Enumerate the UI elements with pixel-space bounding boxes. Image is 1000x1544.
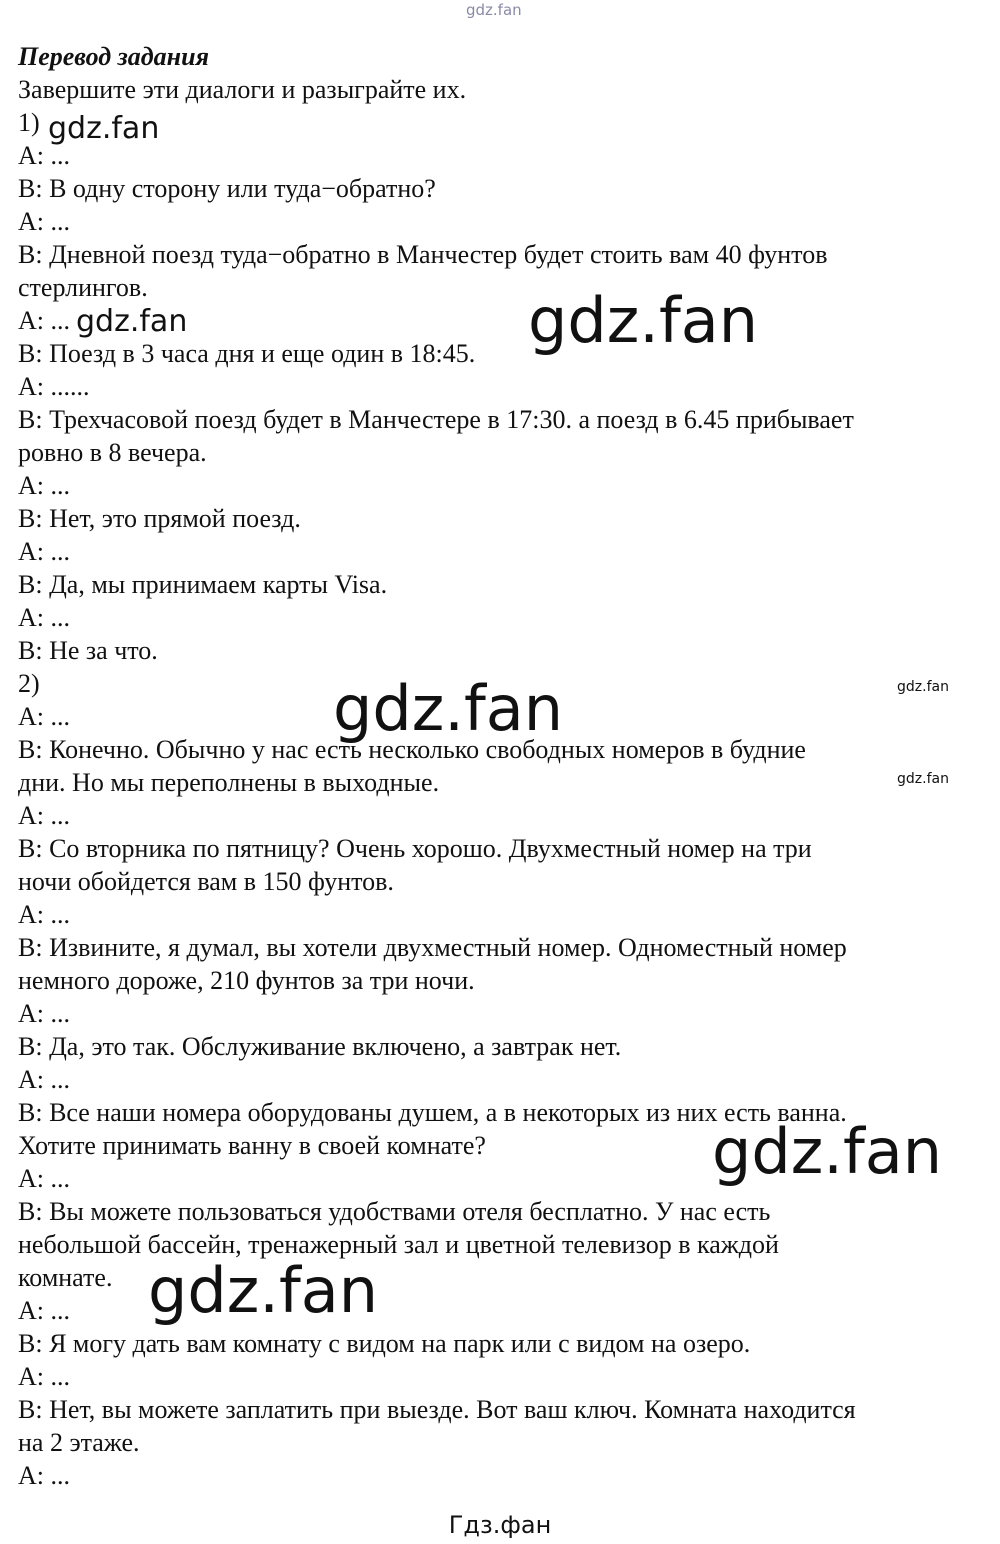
watermark-side-2: gdz.fan [897,771,949,787]
text-line: дни. Но мы переполнены в выходные. [18,768,440,797]
text-line: B: Конечно. Обычно у нас есть несколько свободных номеров в будние [18,735,806,764]
text-line: B: Извините, я думал, вы хотели двухместный номер. Одноместный номер [18,933,847,962]
text-line: A: ... [18,801,70,830]
text-line: B: Нет, это прямой поезд. [18,504,301,533]
text-line: A: ... [18,1362,70,1391]
page-title: Перевод задания [18,42,209,71]
text-line: стерлингов. [18,273,148,302]
text-line: B: Да, это так. Обслуживание включено, а завтрак нет. [18,1032,622,1061]
watermark-large-3: gdz.fan [712,1115,943,1188]
text-line: комнате. [18,1263,113,1292]
watermark-large-2: gdz.fan [333,672,564,745]
text-line: ровно в 8 вечера. [18,438,207,467]
text-line: B: Все наши номера оборудованы душем, а в некоторых из них есть ванна. [18,1098,847,1127]
text-line: A: ... [18,1164,70,1193]
text-line: A: ... [18,603,70,632]
text-line: A: ... [18,306,70,335]
text-line: B: Дневной поезд туда−обратно в Манчестер будет стоить вам 40 фунтов [18,240,828,269]
text-line: A: ... [18,1296,70,1325]
text-line: A: ... [18,999,70,1028]
text-line: B: Поезд в 3 часа дня и еще один в 18:45. [18,339,476,368]
text-line: A: ... [18,207,70,236]
watermark-large-4: gdz.fan [148,1254,379,1327]
text-line: 1) [18,108,40,137]
text-line: B: Я могу дать вам комнату с видом на парк или с видом на озеро. [18,1329,751,1358]
watermark-large-1: gdz.fan [528,284,759,357]
text-line: A: ... [18,537,70,566]
text-line: A: ... [18,1065,70,1094]
text-line: ночи обойдется вам в 150 фунтов. [18,867,394,896]
text-line: B: В одну сторону или туда−обратно? [18,174,436,203]
text-line: A: ... [18,471,70,500]
watermark-small-2: gdz.fan [76,304,188,339]
watermark-small-1: gdz.fan [48,111,160,146]
text-line: B: Вы можете пользоваться удобствами отеля бесплатно. У нас есть [18,1197,771,1226]
text-line: 2) [18,669,40,698]
watermark-top: gdz.fan [466,1,522,19]
text-line: немного дороже, 210 фунтов за три ночи. [18,966,475,995]
text-line: B: Да, мы принимаем карты Visa. [18,570,388,599]
text-line: A: ... [18,141,70,170]
text-line: B: Не за что. [18,636,158,665]
text-line: Хотите принимать ванну в своей комнате? [18,1131,486,1160]
text-line: небольшой бассейн, тренажерный зал и цветной телевизор в каждой [18,1230,779,1259]
text-line: A: ... [18,900,70,929]
text-line: на 2 этаже. [18,1428,140,1457]
footer-caption: Гдз.фан [448,1511,552,1539]
text-line: B: Со вторника по пятницу? Очень хорошо. Двухместный номер на три [18,834,812,863]
text-line: A: ... [18,702,70,731]
text-line: B: Трехчасовой поезд будет в Манчестере в 17:30. а поезд в 6.45 прибывает [18,405,854,434]
watermark-side-1: gdz.fan [897,679,949,695]
text-line: B: Нет, вы можете заплатить при выезде. Вот ваш ключ. Комната находится [18,1395,856,1424]
text-line: A: ... [18,1461,70,1490]
text-line: Завершите эти диалоги и разыграйте их. [18,75,467,104]
text-line: A: ...... [18,372,90,401]
